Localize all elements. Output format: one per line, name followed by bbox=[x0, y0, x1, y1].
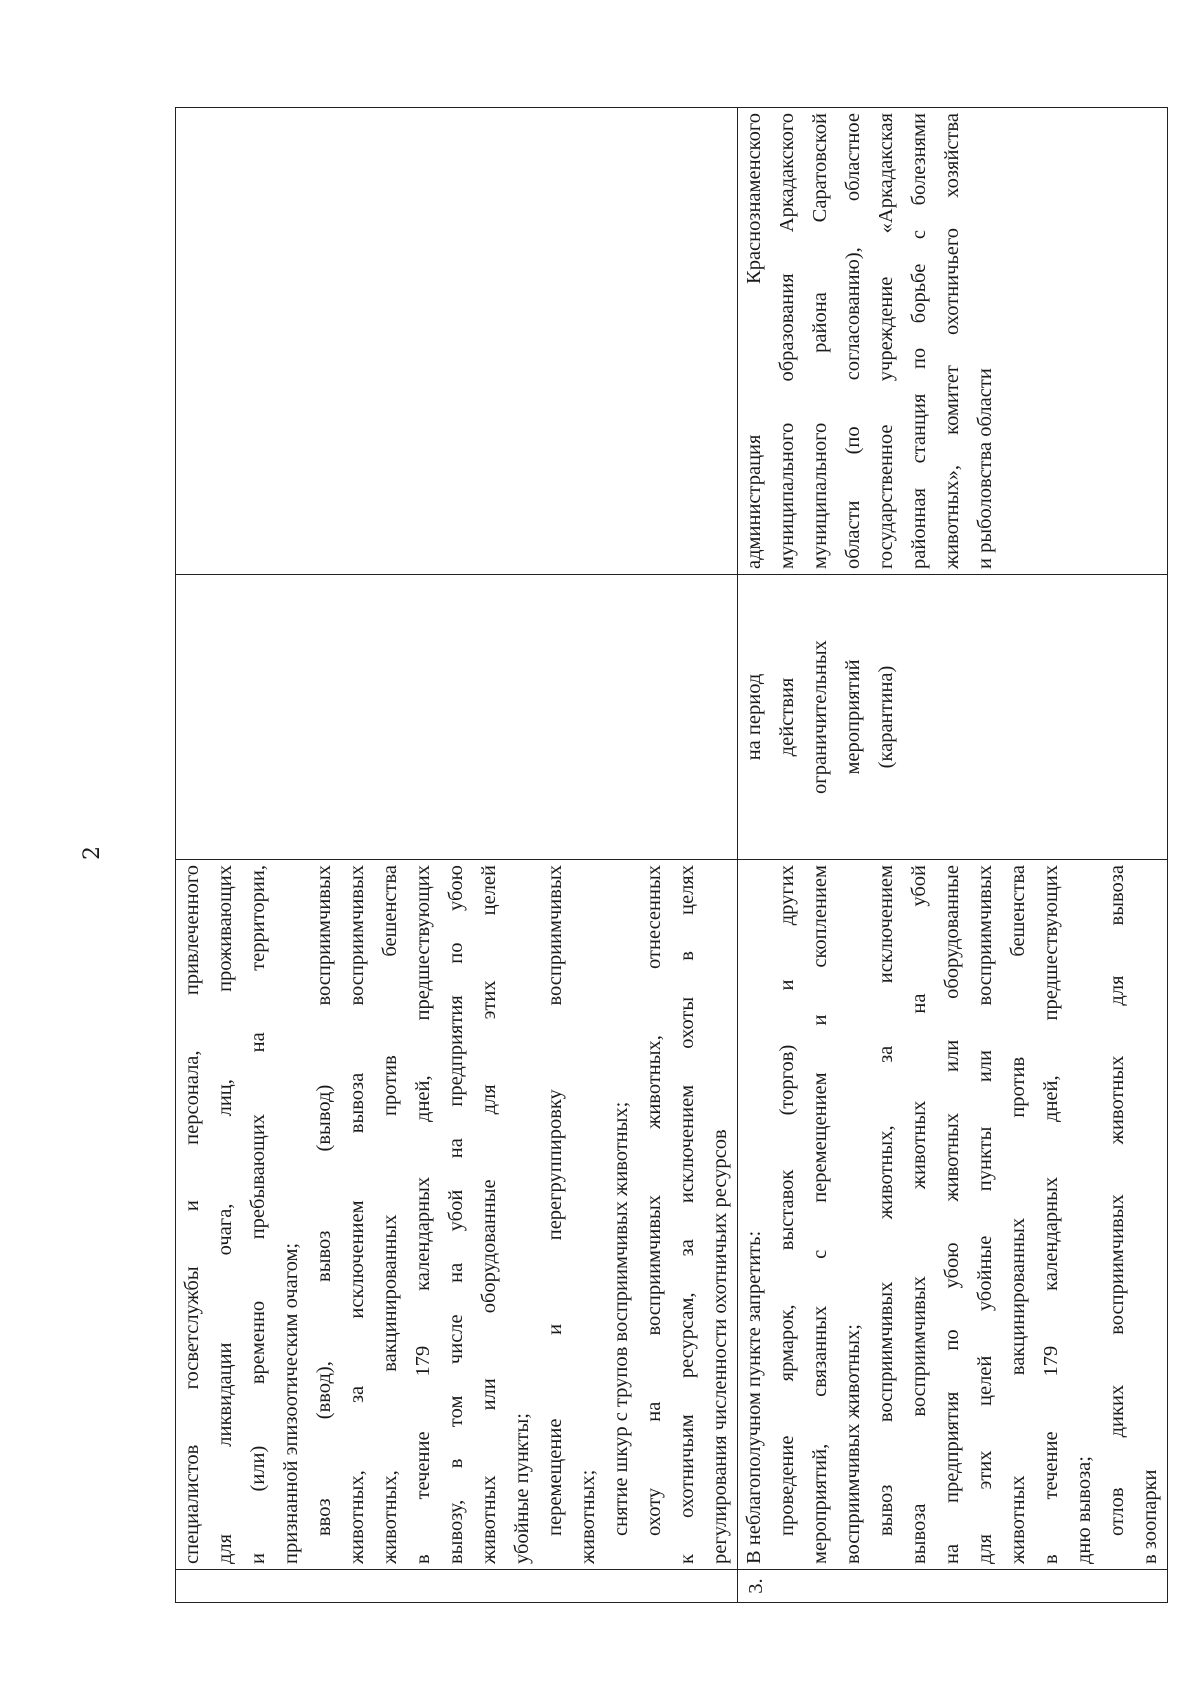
text-line: мероприятий bbox=[842, 659, 864, 775]
text-line: (карантина) bbox=[875, 665, 897, 769]
text-line: в течение 179 календарных дней, предшествующих bbox=[1040, 865, 1062, 1564]
text-line: в течение 179 календарных дней, предшествующих bbox=[412, 865, 434, 1564]
text-line: вывозу, в том числе на убой на предприятия по убою bbox=[445, 865, 467, 1564]
term-cell bbox=[176, 575, 738, 860]
rotated-table bbox=[175, 108, 1161, 1603]
page-number: 2 bbox=[80, 846, 105, 860]
text-line: специалистов госветслужбы и персонала, привлеченного bbox=[181, 865, 203, 1564]
text-line: ввоз (ввод), вывоз (вывод) восприимчивых bbox=[313, 865, 335, 1536]
text-line: убойные пункты; bbox=[511, 1413, 533, 1564]
text-line: животных; bbox=[577, 1469, 599, 1564]
measures-cell bbox=[738, 860, 1168, 1570]
text-line: снятие шкур с трупов восприимчивых животных; bbox=[610, 1101, 632, 1536]
text-line: и (или) временно пребывающих на территории, bbox=[247, 865, 269, 1564]
text-line: муниципального образования Аркадакского bbox=[776, 113, 798, 569]
text-line: животных, вакцинированных против бешенства bbox=[379, 865, 401, 1564]
text-line: муниципального района Саратовской bbox=[809, 113, 831, 569]
text-line: государственное учреждение «Аркадакская bbox=[875, 113, 897, 569]
text-line: мероприятий, связанных с перемещением и скоплением bbox=[809, 865, 831, 1564]
text-line: животных, за исключением вывоза восприимчивых bbox=[346, 865, 368, 1564]
text-line: области (по согласованию), областное bbox=[842, 113, 864, 569]
text-line: администрация Краснознаменского bbox=[743, 113, 765, 569]
table-row bbox=[176, 108, 738, 1603]
text-line: В неблагополучном пункте запретить: bbox=[743, 1230, 765, 1564]
responsible-cell bbox=[176, 108, 738, 575]
text-line: и рыболовства области bbox=[974, 368, 996, 569]
text-line: вывоза восприимчивых животных на убой bbox=[908, 865, 930, 1564]
text-line: охоту на восприимчивых животных, отнесенных bbox=[643, 865, 665, 1536]
text-line: на период bbox=[743, 673, 765, 761]
text-line: к охотничьим ресурсам, за исключением охоты в целях bbox=[676, 865, 698, 1564]
measures-table bbox=[175, 107, 1168, 1603]
row-number-cell bbox=[176, 1570, 738, 1603]
table-container bbox=[175, 108, 1161, 1603]
text-line: регулирования численности охотничьих ресурсов bbox=[709, 1129, 731, 1564]
text-line: животных», комитет охотничьего хозяйства bbox=[941, 113, 963, 569]
text-line: районная станция по борьбе с болезнями bbox=[908, 113, 930, 569]
text-line: на предприятия по убою животных или оборудованные bbox=[941, 865, 963, 1564]
measures-cell bbox=[176, 860, 738, 1570]
text-line: признанной эпизоотическим очагом; bbox=[280, 1242, 302, 1564]
table-row bbox=[738, 108, 1168, 1603]
text-line: в зоопарки bbox=[1139, 1469, 1161, 1564]
text-line: животных или оборудованные для этих целей bbox=[478, 865, 500, 1564]
text-line: животных вакцинированных против бешенства bbox=[1007, 865, 1029, 1564]
term-cell bbox=[738, 575, 1168, 860]
text-line: проведение ярмарок, выставок (торгов) и других bbox=[776, 865, 798, 1536]
text-line: для этих целей убойные пункты или восприимчивых bbox=[974, 865, 996, 1564]
text-line: для ликвидации очага, лиц, проживающих bbox=[214, 865, 236, 1564]
text-line: ограничительных bbox=[809, 640, 831, 794]
text-line: дню вывоза; bbox=[1073, 1456, 1095, 1564]
text-line: вывоз восприимчивых животных, за исключением bbox=[875, 865, 897, 1536]
responsible-cell bbox=[738, 108, 1168, 575]
row-number-cell: 3. bbox=[738, 1570, 1168, 1603]
text-line: перемещение и перегруппировку восприимчивых bbox=[544, 865, 566, 1536]
text-line: действия bbox=[776, 677, 798, 757]
text-line: отлов диких восприимчивых животных для вывоза bbox=[1106, 865, 1128, 1536]
text-line: восприимчивых животных; bbox=[842, 1324, 864, 1564]
